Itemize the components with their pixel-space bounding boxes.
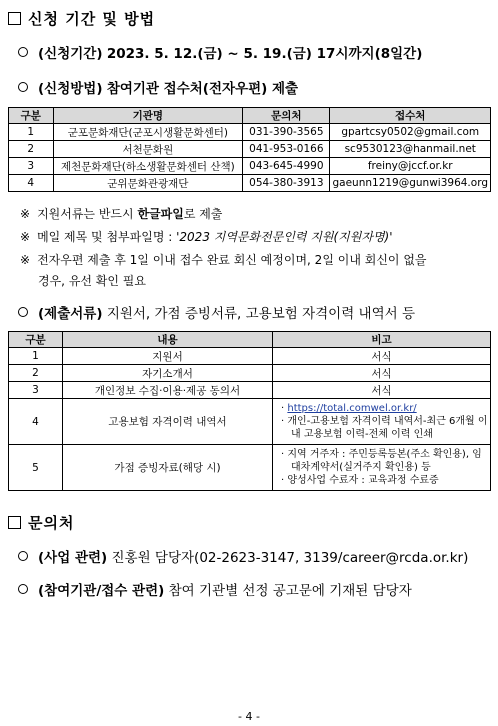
table-row: 4 고용보험 자격이력 내역서 · https://total.comwel.or.kr/ · 개인-고용보험 자격이력 내역서-최근 6개월 이내 고용보험 이력-전체 이력 인쇄: [9, 399, 491, 445]
email-cell[interactable]: gaeunn1219@gunwi3964.org: [330, 175, 491, 192]
table-row: 1 지원서 서식: [9, 348, 491, 365]
email-cell[interactable]: freiny@jccf.or.kr: [330, 158, 491, 175]
comwel-link[interactable]: https://total.comwel.or.kr/: [287, 403, 417, 414]
col-header: 접수처: [330, 108, 491, 124]
checkbox-square-icon: [8, 516, 21, 529]
apply-period-line: (신청기간) 2023. 5. 12.(금) ~ 5. 19.(금) 17시까지(8일간): [18, 42, 422, 62]
table-row: 2 자기소개서 서식: [9, 365, 491, 382]
table-row: 3 개인정보 수집·이용·제공 동의서 서식: [9, 382, 491, 399]
org-contact-line: (참여기관/접수 관련) 참여 기관별 선정 공고문에 기재된 담당자: [18, 579, 412, 599]
table-row: 3 제천문화재단(하소생활문화센터 산책) 043-645-4990 freiny@jccf.or.kr: [9, 158, 491, 175]
table-row: 4 군위문화관광재단 054-380-3913 gaeunn1219@gunwi3964.org: [9, 175, 491, 192]
col-header: 구분: [9, 108, 54, 124]
apply-method-line: (신청방법) 참여기관 접수처(전자우편) 제출: [18, 77, 298, 97]
email-cell[interactable]: sc9530123@hanmail.net: [330, 141, 491, 158]
note-reply-cont: 경우, 유선 확인 필요: [38, 274, 146, 288]
page-number: - 4 -: [238, 710, 260, 723]
note-mail-title: ※ 메일 제목 및 첨부파일명 : '2023 지역문화전문인력 지원(지원자명)': [20, 230, 393, 244]
circle-bullet-icon: [18, 47, 28, 57]
table-row: 5 가점 증빙자료(해당 시) · 지역 거주자 : 주민등록등본(주소 확인용), 임대차계약서(실거주지 확인용) 등 · 양성사업 수료자 : 교육과정 수료증: [9, 445, 491, 491]
table-row: 2 서천문화원 041-953-0166 sc9530123@hanmail.net: [9, 141, 491, 158]
col-header: 문의처: [243, 108, 330, 124]
col-header: 내용: [63, 332, 273, 348]
submit-docs-line: (제출서류) 지원서, 가점 증빙서류, 고용보험 자격이력 내역서 등: [18, 302, 415, 322]
col-header: 비고: [273, 332, 491, 348]
section-heading-contact: 문의처: [8, 512, 74, 533]
col-header: 기관명: [53, 108, 243, 124]
col-header: 구분: [9, 332, 63, 348]
checkbox-square-icon: [8, 12, 21, 25]
circle-bullet-icon: [18, 584, 28, 594]
circle-bullet-icon: [18, 82, 28, 92]
email-cell[interactable]: gpartcsy0502@gmail.com: [330, 124, 491, 141]
note-hwp-file: ※ 지원서류는 반드시 한글파일로 제출: [20, 207, 223, 221]
circle-bullet-icon: [18, 551, 28, 561]
circle-bullet-icon: [18, 307, 28, 317]
institution-table: [8, 107, 491, 192]
note-reply: ※ 전자우편 제출 후 1일 이내 접수 완료 회신 예정이며, 2일 이내 회신이 없을: [20, 253, 427, 267]
documents-table: [8, 331, 491, 491]
table-row: 1 군포문화재단(군포시생활문화센터) 031-390-3565 gpartcsy0502@gmail.com: [9, 124, 491, 141]
section-heading-apply: 신청 기간 및 방법: [8, 8, 155, 29]
biz-contact-line: (사업 관련) 진홍원 담당자(02-2623-3147, 3139/career@rcda.or.kr): [18, 546, 468, 566]
